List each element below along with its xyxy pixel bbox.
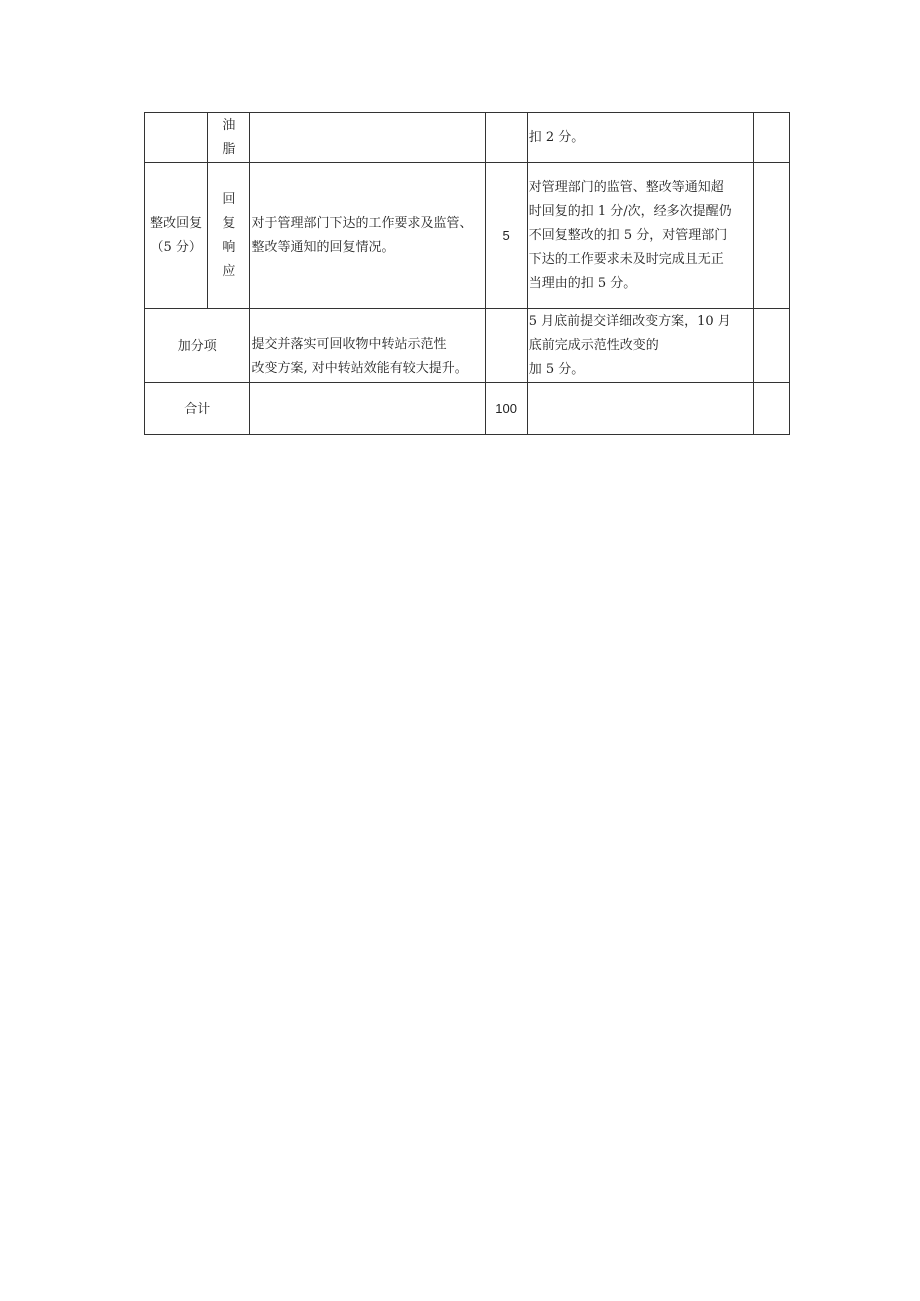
rule-cell bbox=[527, 309, 753, 383]
criteria-text-line: 改变方案, 对中转站效能有较大提升。 bbox=[251, 360, 468, 376]
sub-item-text: 复 bbox=[222, 215, 236, 231]
rule-text-line: 不回复整改的扣 5 分，对管理部门 bbox=[528, 227, 728, 243]
sub-item-text: 响 bbox=[222, 239, 236, 255]
criteria-cell bbox=[250, 163, 485, 309]
criteria-cell bbox=[250, 113, 485, 163]
scoring-table bbox=[144, 112, 790, 435]
criteria-cell bbox=[250, 383, 485, 435]
total-score-cell: 100 bbox=[485, 383, 527, 435]
result-cell bbox=[753, 383, 789, 435]
rule-text-line: 5 月底前提交详细改变方案，10 月 bbox=[528, 313, 731, 329]
result-cell bbox=[753, 309, 789, 383]
rule-text-line: 底前完成示范性改变的 bbox=[528, 337, 659, 353]
table-row-oil bbox=[145, 113, 790, 163]
sub-item-text: 应 bbox=[222, 263, 236, 279]
category-cell-bonus: 加分项 bbox=[145, 309, 250, 383]
table-row-rectify bbox=[145, 163, 790, 309]
score-cell: 5 bbox=[485, 163, 527, 309]
sub-item-cell-response bbox=[208, 163, 250, 309]
category-score: （5 分） bbox=[150, 239, 202, 255]
criteria-text-line: 提交并落实可回收物中转站示范性 bbox=[251, 336, 447, 352]
rule-text-line: 时回复的扣 1 分/次，经多次提醒仍 bbox=[528, 203, 732, 219]
category-cell-total: 合计 bbox=[145, 383, 250, 435]
table-row-bonus bbox=[145, 309, 790, 383]
sub-item-text: 油 bbox=[222, 117, 236, 133]
rule-cell bbox=[527, 163, 753, 309]
category-cell-empty bbox=[145, 113, 208, 163]
rule-text-line: 下达的工作要求未及时完成且无正 bbox=[528, 251, 724, 267]
result-cell bbox=[753, 113, 789, 163]
sub-item-text: 回 bbox=[222, 191, 236, 207]
criteria-cell bbox=[250, 309, 485, 383]
table-row-total bbox=[145, 383, 790, 435]
criteria-text: 对于管理部门下达的工作要求及监管、整改等通知的回复情况。 bbox=[251, 215, 473, 255]
category-label: 整改回复 bbox=[150, 215, 203, 231]
rule-cell: 扣 2 分。 bbox=[527, 113, 753, 163]
score-cell bbox=[485, 309, 527, 383]
rule-text-line: 加 5 分。 bbox=[528, 361, 585, 377]
result-cell bbox=[753, 163, 789, 309]
sub-item-cell-oil bbox=[208, 113, 250, 163]
rule-text-line: 对管理部门的监管、整改等通知超 bbox=[528, 179, 724, 195]
score-cell bbox=[485, 113, 527, 163]
sub-item-text: 脂 bbox=[222, 141, 236, 157]
rule-text-line: 当理由的扣 5 分。 bbox=[528, 275, 637, 291]
category-cell-rectify bbox=[145, 163, 208, 309]
rule-cell bbox=[527, 383, 753, 435]
